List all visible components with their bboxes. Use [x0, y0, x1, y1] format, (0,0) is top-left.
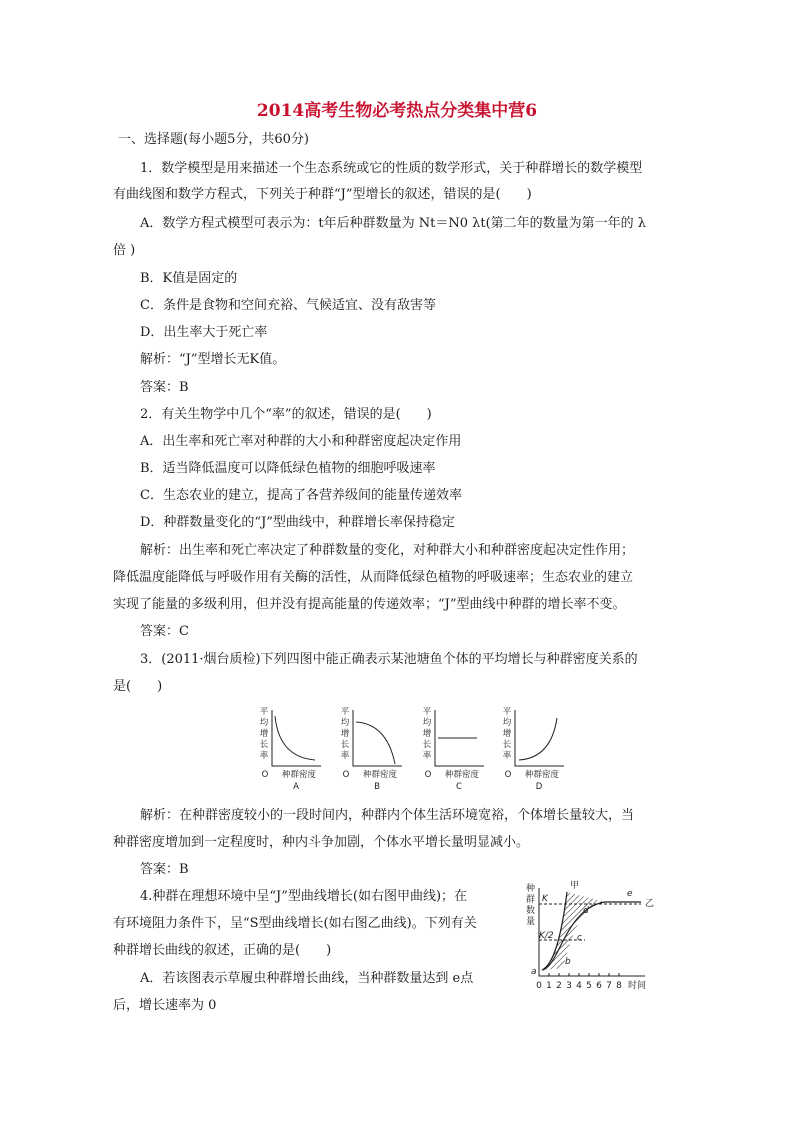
graph-c-ylabel-5: 率 — [422, 751, 432, 761]
x-tick-4: 4 — [576, 981, 582, 991]
q2-analysis-line3: 实现了能量的多级利用，但并没有提高能量的传递效率；“J”型曲线中种群的增长率不变。 — [113, 597, 626, 612]
q4-option-a-line2: 后，增长速率为 0 — [113, 998, 217, 1013]
q4-ylabel-4: 量 — [526, 917, 536, 927]
graph-c-ylabel-1: 平 — [422, 707, 432, 717]
q1-option-a-line1: A．数学方程式模型可表示为：t年后种群数量为 Nt＝N0 λt(第二年的数量为第一年的 λ — [140, 216, 647, 231]
q2-option-b: B．适当降低温度可以降低绿色植物的细胞呼吸速率 — [140, 461, 436, 476]
graph-b-ylabel-4: 长 — [340, 740, 350, 750]
graph-a-origin: O — [261, 770, 269, 780]
point-b-label: b — [565, 957, 571, 967]
graph-c-origin: O — [424, 770, 432, 780]
jia-label: 甲 — [570, 881, 580, 891]
graph-c-xlabel: 种群密度 — [444, 770, 480, 780]
graph-a-xlabel: 种群密度 — [281, 770, 317, 780]
x-tick-1: 1 — [546, 981, 552, 991]
x-tick-3: 3 — [566, 981, 572, 991]
q1-option-d: D．出生率大于死亡率 — [140, 325, 268, 340]
q2-analysis-line1: 解析：出生率和死亡率决定了种群数量的变化，对种群大小和种群密度起决定性作用； — [140, 543, 635, 558]
graph-c-letter: C — [456, 782, 462, 792]
q1-option-b: B．K值是固定的 — [140, 271, 238, 286]
q3-stem-line2: 是( ) — [113, 679, 163, 694]
x-tick-6: 6 — [596, 981, 602, 991]
q4-stem-line3: 种群增长曲线的叙述，正确的是( ) — [113, 943, 332, 958]
graph-a-letter: A — [293, 782, 299, 792]
q4-option-a-line1: A．若该图表示草履虫种群增长曲线，当种群数量达到 e点 — [140, 971, 474, 986]
graph-d-ylabel-3: 增 — [502, 729, 512, 739]
graph-d-ylabel-5: 率 — [502, 751, 512, 761]
q2-stem: 2．有关生物学中几个“率”的叙述，错误的是( ) — [140, 407, 432, 422]
point-c-label: c — [577, 933, 582, 943]
q3-analysis-line2: 种群密度增加到一定程度时，种内斗争加剧，个体水平增长量明显减小。 — [113, 835, 530, 850]
graph-c-ylabel-4: 长 — [422, 740, 432, 750]
k2-label: K/2 — [539, 931, 554, 941]
graph-a-ylabel-5: 率 — [259, 751, 269, 761]
q2-analysis-line2: 降低温度能降低与呼吸作用有关酶的活性，从而降低绿色植物的呼吸速率；生态农业的建立 — [113, 570, 634, 585]
graph-a-ylabel-4: 长 — [259, 740, 269, 750]
graph-b-ylabel-2: 均 — [340, 718, 350, 728]
q3-graph-figure — [255, 702, 600, 794]
q3-analysis-line1: 解析：在种群密度较小的一段时间内，种群内个体生活环境宽裕，个体增长量较大，当 — [140, 808, 635, 823]
x-tick-2: 2 — [556, 981, 562, 991]
x-tick-5: 5 — [586, 981, 592, 991]
graph-b-ylabel-1: 平 — [340, 707, 350, 717]
q2-option-a: A．出生率和死亡率对种群的大小和种群密度起决定作用 — [140, 434, 462, 449]
q1-option-a-line2: 倍 ) — [113, 243, 136, 258]
graph-a-ylabel-2: 均 — [259, 718, 269, 728]
graph-d-letter: D — [535, 782, 543, 792]
graph-d-ylabel-2: 均 — [502, 718, 512, 728]
page-title: 2014高考生物必考热点分类集中营6 — [256, 101, 538, 121]
q4-growth-curve-figure — [515, 880, 685, 995]
graph-a-ylabel-3: 增 — [259, 729, 269, 739]
graph-d-origin: O — [504, 770, 512, 780]
point-a-label: a — [531, 967, 537, 977]
k-label: K — [542, 894, 548, 904]
q3-answer: 答案：B — [140, 862, 189, 877]
graph-d-curve — [519, 718, 557, 760]
q3-stem-line1: 3．(2011·烟台质检)下列四图中能正确表示某池塘鱼个体的平均增长与种群密度关系的 — [140, 652, 638, 667]
graph-a-ylabel-1: 平 — [259, 707, 269, 717]
q4-ylabel-3: 数 — [526, 906, 536, 916]
graph-b-origin: O — [342, 770, 350, 780]
q2-answer: 答案：C — [140, 624, 189, 639]
x-tick-0: 0 — [536, 981, 542, 991]
q2-option-c: C．生态农业的建立，提高了各营养级间的能量传递效率 — [140, 488, 462, 503]
graph-d-ylabel-1: 平 — [502, 707, 512, 717]
graph-b-ylabel-3: 增 — [340, 729, 350, 739]
graph-b-ylabel-5: 率 — [340, 751, 350, 761]
graph-d-xlabel: 种群密度 — [524, 770, 560, 780]
q1-answer: 答案：B — [140, 380, 189, 395]
graph-a-curve — [275, 716, 315, 760]
q1-stem-line2: 有曲线图和数学方程式，下列关于种群“J”型增长的叙述，错误的是( ) — [113, 187, 532, 202]
q1-stem-line1: 1．数学模型是用来描述一个生态系统或它的性质的数学形式，关于种群增长的数学模型 — [140, 161, 643, 176]
q2-option-d: D．种群数量变化的“J”型曲线中，种群增长率保持稳定 — [140, 515, 455, 530]
x-tick-7: 7 — [606, 981, 612, 991]
graph-d-ylabel-4: 长 — [502, 740, 512, 750]
yi-label: 乙 — [645, 899, 655, 909]
x-axis-label: 时间 — [627, 981, 647, 991]
point-d-label: d — [583, 906, 589, 916]
q1-analysis: 解析：“J”型增长无K值。 — [140, 352, 286, 367]
graph-b-xlabel: 种群密度 — [362, 770, 398, 780]
q4-ylabel-2: 群 — [526, 895, 536, 905]
q4-stem-line2: 有环境阻力条件下，呈“S型曲线增长(如右图乙曲线)。下列有关 — [113, 916, 477, 931]
graph-b-curve — [356, 722, 395, 764]
graph-c-ylabel-2: 均 — [422, 718, 432, 728]
q1-option-c: C．条件是食物和空间充裕、气候适宜、没有敌害等 — [140, 298, 436, 313]
graph-c-ylabel-3: 增 — [422, 729, 432, 739]
graph-b-letter: B — [374, 782, 380, 792]
q4-ylabel-1: 种 — [526, 884, 536, 894]
x-tick-8: 8 — [616, 981, 622, 991]
section-heading: 一、选择题(每小题5分，共60分) — [118, 132, 309, 147]
q4-stem-line1: 4.种群在理想环境中呈“J”型曲线增长(如右图甲曲线)；在 — [140, 889, 468, 904]
point-e-label: e — [627, 889, 633, 899]
